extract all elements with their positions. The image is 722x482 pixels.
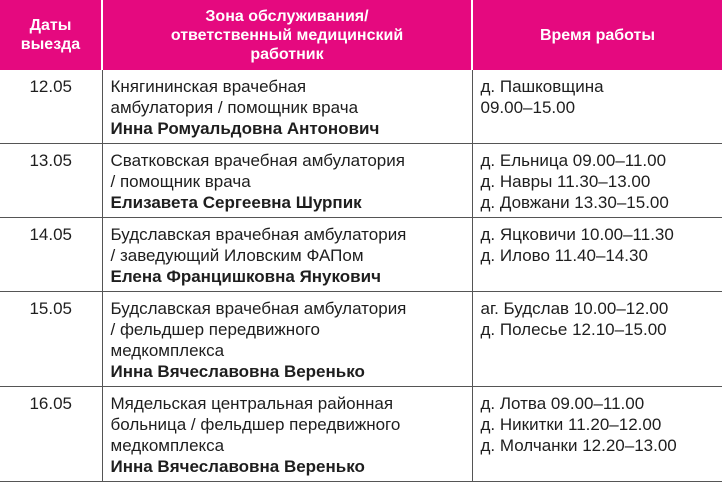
- table-row: [0, 218, 722, 292]
- zone-cell: [102, 387, 472, 482]
- time-line: д. Яцковичи 10.00–11.30: [480, 225, 674, 244]
- time-line: д. Илово 11.40–14.30: [480, 246, 648, 265]
- person-name: Инна Ромуальдовна Антонович: [110, 119, 380, 138]
- time-line: д. Полесье 12.10–15.00: [480, 320, 667, 339]
- date-cell: 15.05: [0, 292, 102, 387]
- zone-line: медкомплекса: [110, 341, 225, 360]
- zone-line: медкомплекса: [110, 436, 225, 455]
- zone-line: Мядельская центральная районная: [110, 394, 394, 413]
- header-time: Время работы: [472, 0, 722, 70]
- header-zone-line: Зона обслуживания/: [205, 7, 369, 25]
- zone-line: амбулатория / помощник врача: [110, 98, 359, 117]
- time-line: аг. Будслав 10.00–12.00: [480, 299, 669, 318]
- table-row: [0, 144, 722, 218]
- table-body: [0, 70, 722, 482]
- time-line: д. Довжани 13.30–15.00: [480, 193, 669, 212]
- person-name: Елена Францишковна Янукович: [110, 267, 381, 286]
- zone-line: Княгининская врачебная: [110, 77, 307, 96]
- zone-cell: [102, 70, 472, 144]
- header-zone: [102, 0, 472, 70]
- person-name: Елизавета Сергеевна Шурпик: [110, 193, 362, 212]
- person-name: Инна Вячеславовна Веренько: [110, 362, 365, 381]
- person-name: Инна Вячеславовна Веренько: [110, 457, 365, 476]
- zone-line: Будславская врачебная амбулатория: [110, 225, 407, 244]
- zone-cell: [102, 218, 472, 292]
- table-row: [0, 70, 722, 144]
- time-cell: [472, 144, 722, 218]
- time-line: 09.00–15.00: [480, 98, 576, 117]
- time-cell: [472, 218, 722, 292]
- zone-line: Сватковская врачебная амбулатория: [110, 151, 405, 170]
- time-line: д. Никитки 11.20–12.00: [480, 415, 662, 434]
- header-row: [0, 0, 722, 70]
- date-cell: 16.05: [0, 387, 102, 482]
- header-zone-line: работник: [250, 45, 324, 63]
- table-row: [0, 292, 722, 387]
- time-line: д. Пашковщина: [480, 77, 604, 96]
- time-line: д. Лотва 09.00–11.00: [480, 394, 645, 413]
- date-cell: 14.05: [0, 218, 102, 292]
- header-zone-line: ответственный медицинский: [170, 26, 404, 44]
- table-header: [0, 0, 722, 70]
- table-row: [0, 387, 722, 482]
- zone-line: / помощник врача: [110, 172, 251, 191]
- date-cell: 13.05: [0, 144, 102, 218]
- header-dates-line: выезда: [20, 36, 81, 53]
- header-dates-line: Даты: [29, 17, 72, 34]
- zone-line: / фельдшер передвижного: [110, 320, 320, 339]
- time-line: д. Молчанки 12.20–13.00: [480, 436, 677, 455]
- header-dates: [0, 0, 102, 70]
- time-cell: [472, 387, 722, 482]
- date-cell: 12.05: [0, 70, 102, 144]
- zone-cell: [102, 292, 472, 387]
- zone-line: / заведующий Иловским ФАПом: [110, 246, 364, 265]
- zone-line: Будславская врачебная амбулатория: [110, 299, 407, 318]
- time-cell: [472, 70, 722, 144]
- time-line: д. Ельница 09.00–11.00: [480, 151, 667, 170]
- zone-line: больница / фельдшер передвижного: [110, 415, 401, 434]
- time-cell: [472, 292, 722, 387]
- time-line: д. Навры 11.30–13.00: [480, 172, 651, 191]
- zone-cell: [102, 144, 472, 218]
